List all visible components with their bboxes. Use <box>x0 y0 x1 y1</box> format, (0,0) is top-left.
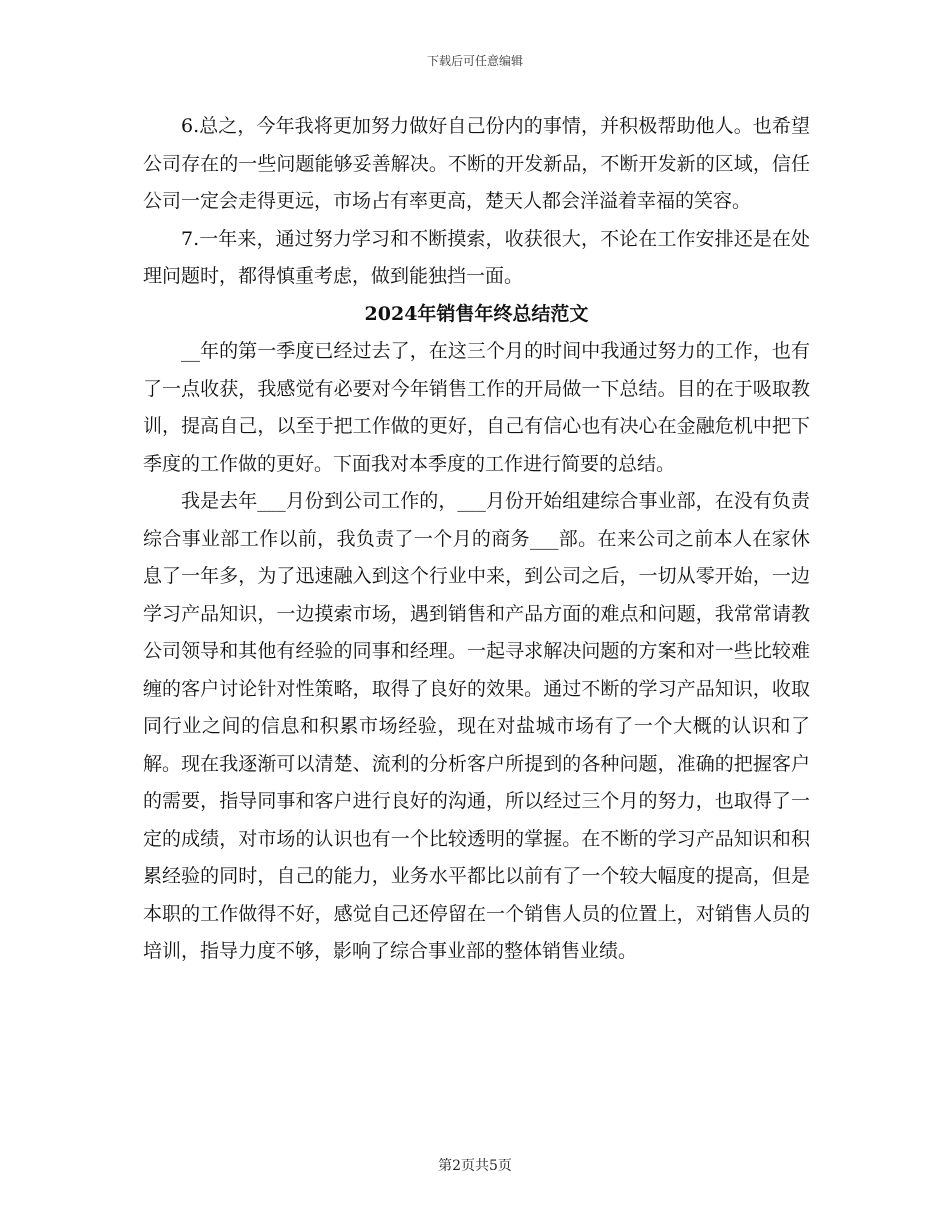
page-footer: 第2页共5页 <box>438 1158 512 1174</box>
document-body <box>143 108 810 971</box>
page-header: 下载后可任意编辑 <box>426 54 523 68</box>
paragraph-item-7: 7.一年来，通过努力学习和不断摸索，收获很大，不论在工作安排还是在处理问题时，都得慎重考虑，做到能独挡一面。 <box>143 227 810 287</box>
paragraph-work-summary: 我是去年___月份到公司工作的，___月份开始组建综合事业部，在没有负责综合事业部工作以前，我负责了一个月的商务___部。在来公司之前本人在家休息了一年多，为了迅速融入到这个行业中来，到公司之后，一切从零开始，一边学习产品知识，一边摸索市场，遇到销售和产品方面的难点和问题，我常常请教公司领导和其他有经验的同事和经理。一起寻求解决问题的方案和对一些比较难缠的客户讨论针对性策略，取得了良好的效果。通过不断的学习产品知识，收取同行业之间的信息和积累市场经验，现在对盐城市场有了一个大概的认识和了解。现在我逐渐可以清楚、流利的分析客户所提到的各种问题，准确的把握客户的需要，指导同事和客户进行良好的沟通，所以经过三个月的努力，也取得了一定的成绩，对市场的认识也有一个比较透明的掌握。在不断的学习产品知识和积累经验的同时，自己的能力，业务水平都比以前有了一个较大幅度的提高，但是本职的工作做得不好，感觉自己还停留在一个销售人员的位置上，对销售人员的培训，指导力度不够，影响了综合事业部的整体销售业绩。 <box>143 490 810 962</box>
section-title: 2024年销售年终总结范文 <box>364 302 589 325</box>
paragraph-intro: __年的第一季度已经过去了，在这三个月的时间中我通过努力的工作，也有了一点收获，我感觉有必要对今年销售工作的开局做一下总结。目的在于吸取教训，提高自己，以至于把工作做的更好，自己有信心也有决心在金融危机中把下季度的工作做的更好。下面我对本季度的工作进行简要的总结。 <box>143 340 810 475</box>
paragraph-item-6: 6.总之，今年我将更加努力做好自己份内的事情，并积极帮助他人。也希望公司存在的一些问题能够妥善解决。不断的开发新品，不断开发新的区域，信任公司一定会走得更远，市场占有率更高，楚天人都会洋溢着幸福的笑容。 <box>143 115 810 212</box>
